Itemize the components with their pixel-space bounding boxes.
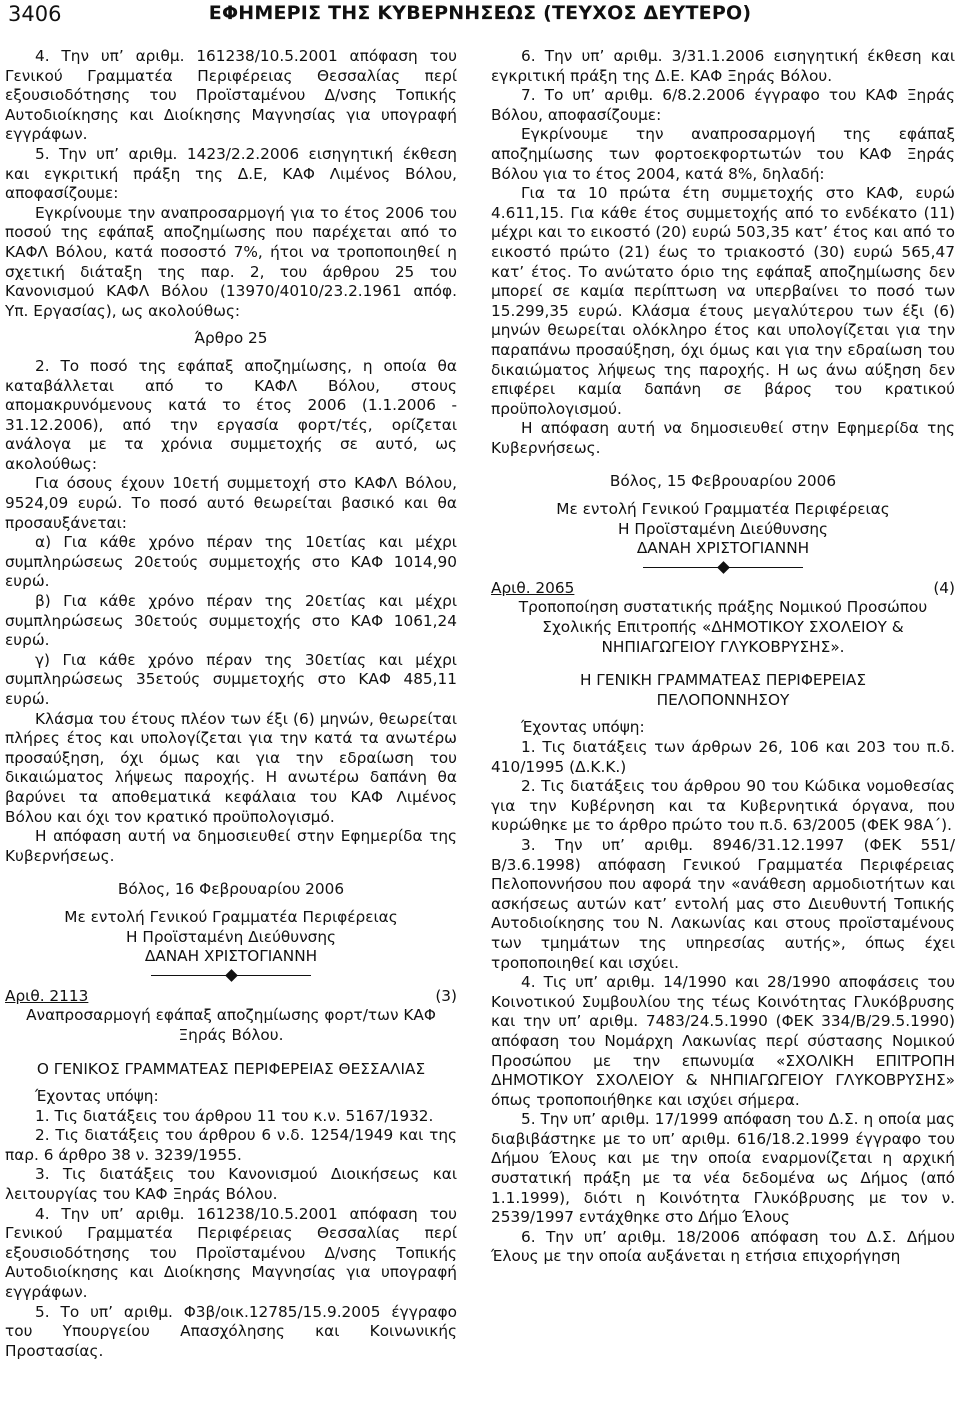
consideration-item: 3. Την υπ’ αριθμ. 8946/31.12.1997 (ΦΕΚ 551/Β/3.6.1998) απόφαση Γενικού Γραμματέα Περιφέρειας Πελοποννήσου που αφορά την «ανάθεση αρμοδιοτήτων και ασκήσεως αυτών κατ’ εντολή μας στο Διευθυντή Τοπικής Αυτοδιοίκησης του Ν. Λακωνίας και στους προϊσταμένους των τμημάτων της υπηρεσίας αυτής», όπως έχει τροποποιηθεί και ισχύει. [491,835,955,972]
page-header [8,0,952,40]
decision-number: Αριθ. 2113 [5,986,89,1005]
consideration-item: 1. Τις διατάξεις του άρθρου 11 του κ.ν. 5167/1932. [35,1106,434,1125]
decision-number-row [5,987,457,1007]
paragraph: 2. Το ποσό της εφάπαξ αποζημίωσης, η οποία θα καταβάλλεται από το ΚΑΦΛ Βόλου, στους απομακρυνόμενους κατά το έτος 2006 (1.1.2006 - 31.12.2006), από την εργασία φορτ/τές, ορίζεται ανάλογα με τα χρόνια συμμετοχής σε αυτό, ως ακολούθως: [5,356,457,473]
paragraph: Για τα 10 πρώτα έτη συμμετοχής στο ΚΑΦ, ευρώ 4.611,15. Για κάθε έτος συμμετοχής από το ενδέκατο (11) μέχρι και το εικοστό (20) ευρώ 503,35 κατ’ έτος και από το εικοστό πρώτο (21) έως το τριακοστό (30) ευρώ 565,47 κατ’ έτος. Το ανώτατο όριο της εφάπαξ αποζημίωσης δεν μπορεί σε καμία περίπτωση να υπερβαίνει το ποσό των 15.299,35 ευρώ. Κλάσμα έτους μεγαλύτερου των έξι (6) μηνών θεωρείται ολόκληρο έτος και υπολογίζεται για την παραπάνω προσαύξηση, όχι όμως και για την εδραίωση του δικαιώματος λήψεως της παροχής. Η ως άνω αύξηση δεν επιφέρει καμία δαπάνη σε βάρος του κρατικού προϋπολογισμού. [491,184,955,418]
signature-date: Βόλος, 15 Φεβρουαρίου 2006 [609,472,837,491]
right-column [491,47,955,1267]
paragraph: Η απόφαση αυτή να δημοσιευθεί στην Εφημερίδα της Κυβερνήσεως. [491,419,955,457]
signature-order: Με εντολή Γενικού Γραμματέα Περιφέρειας [64,907,398,926]
decision-title: Αναπροσαρμογή εφάπαξ αποζημίωσης φορτ/των ΚΑΦ Ξηράς Βόλου. [26,1006,436,1044]
article-heading: Άρθρο 25 [194,329,268,348]
decision-index: (4) [933,578,955,597]
left-column [5,47,457,1361]
signature-order: Με εντολή Γενικού Γραμματέα Περιφέρειας [556,500,890,519]
decision-title: Τροποποίηση συστατικής πράξης Νομικού Προσώπου Σχολικής Επιτροπής «ΔΗΜΟΤΙΚΟΥ ΣΧΟΛΕΙΟΥ & ΝΗΠΙΑΓΩΓΕΙΟΥ ΓΛΥΚΟΒΡΥΣΗΣ». [518,598,928,656]
paragraph: Για όσους έχουν 10ετή συμμετοχή στο ΚΑΦΛ Βόλου, 9524,09 ευρώ. Το ποσό αυτό θεωρείται βασικό και θα προσαυξάνεται: [5,474,457,532]
issuing-authority: Η ΓΕΝΙΚΗ ΓΡΑΜΜΑΤΕΑΣ ΠΕΡΙΦΕΡΕΙΑΣ [579,671,867,690]
consideration-item: 2. Τις διατάξεις του άρθρου 90 του Κώδικα νομοθεσίας για την Κυβέρνηση και τα Κυβερνητικά όργανα, που κυρώθηκε με το άρθρο πρώτο του π.δ. 63/2005 (ΦΕΚ 98Α΄). [491,777,955,835]
signature-role: Η Προϊσταμένη Διεύθυνσης [125,927,337,946]
section-separator [491,563,955,573]
consideration-item: 1. Τις διατάξεις των άρθρων 26, 106 και 203 του π.δ. 410/1995 (Δ.Κ.Κ.) [491,738,955,776]
decision-number: Αριθ. 2065 [491,578,575,597]
decision-number-row [491,579,955,599]
consideration-item: 4. Την υπ’ αριθμ. 161238/10.5.2001 απόφαση του Γενικού Γραμματέα Περιφέρειας Θεσσαλίας περί εξουσιοδότησης του Προϊσταμένου Δ/νσης Τοπικής Αυτοδιοίκησης και Διοίκησης Μαγνησίας για υπογραφή εγγράφων. [5,1204,457,1302]
consideration-item: 4. Τις υπ’ αριθμ. 14/1990 και 28/1990 αποφάσεις του Κοινοτικού Συμβουλίου της τέως Κοινότητας Γλυκόβρυσης και την υπ’ αριθμ. 7483/24.5.1990 (ΦΕΚ 334/Β/29.5.1990) απόφαση του Νομάρχη Λακωνίας περί σύστασης Νομικού Προσώπου με την επωνυμία «ΣΧΟΛΙΚΗ ΕΠΙΤΡΟΠΗ ΔΗΜΟΤΙΚΟΥ ΣΧΟΛΕΙΟΥ & ΝΗΠΙΑΓΩΓΕΙΟΥ ΓΛΥΚΟΒΡΥΣΗΣ» όπως τροποποιήθηκε και ισχύει σήμερα. [491,973,955,1109]
paragraph: Εγκρίνουμε την αναπροσαρμογή της εφάπαξ αποζημίωσης των φορτοεκφορτωτών του ΚΑΦ Ξηράς Βόλου για το έτος 2004, κατά 8%, δηλαδή: [491,125,955,183]
consideration-item: 3. Τις διατάξεις του Κανονισμού Διοικήσεως και λειτουργίας του ΚΑΦ Ξηράς Βόλου. [5,1165,457,1204]
section-separator [5,971,457,981]
page-number: 3406 [8,2,62,26]
signer-name: ΔΑΝΑΗ ΧΡΙΣΤΟΓΙΑΝΝΗ [636,539,810,558]
decision-index: (3) [435,986,457,1005]
paragraph: 5. Την υπ’ αριθμ. 1423/2.2.2006 εισηγητική έκθεση και εγκριτική πράξη της Δ.Ε, ΚΑΦ Λιμένος Βόλου, αποφασίζουμε: [5,144,457,203]
paragraph: Η απόφαση αυτή να δημοσιευθεί στην Εφημερίδα της Κυβερνήσεως. [5,827,457,865]
paragraph: α) Για κάθε χρόνο πέραν της 10ετίας και μέχρι συμπληρώσεως 20ετούς συμμετοχής στο ΚΑΦ 1014,90 ευρώ. [5,533,457,591]
paragraph: β) Για κάθε χρόνο πέραν της 20ετίας και μέχρι συμπληρώσεως 30ετούς συμμετοχής στο ΚΑΦ 1061,24 ευρώ. [5,592,457,650]
considerations-heading: Έχοντας υπόψη: [521,718,645,737]
paragraph: 4. Την υπ’ αριθμ. 161238/10.5.2001 απόφαση του Γενικού Γραμματέα Περιφέρειας Θεσσαλίας περί εξουσιοδότησης του Προϊσταμένου Δ/νσης Τοπικής Αυτοδιοίκησης και Διοίκησης Μαγνησίας για υπογραφή εγγράφων. [5,47,457,144]
gazette-title: ΕΦΗΜΕΡΙΣ ΤΗΣ ΚΥΒΕΡΝΗΣΕΩΣ (ΤΕΥΧΟΣ ΔΕΥΤΕΡΟ) [208,2,752,24]
consideration-item: 6. Την υπ’ αριθμ. 3/31.1.2006 εισηγητική έκθεση και εγκριτική πράξη της Δ.Ε. ΚΑΦ Ξηράς Βόλου. [491,47,955,85]
signature-date: Βόλος, 16 Φεβρουαρίου 2006 [117,880,345,899]
paragraph: Εγκρίνουμε την αναπροσαρμογή για το έτος 2006 του ποσού της εφάπαξ αποζημίωσης που παρέχεται από το ΚΑΦΛ Βόλου, κατά ποσοστό 7%, ήτοι να τροποποιηθεί η σχετική διάταξη της παρ. 2, του άρθρου 25 του Κανονισμού ΚΑΦΛ Βόλου (13970/4010/23.2.1961 απόφ. Υπ. Εργασίας), ως ακολούθως: [5,203,457,320]
consideration-item: 5. Το υπ’ αριθμ. Φ3β/οικ.12785/15.9.2005 έγγραφο του Υπουργείου Απασχόλησης και Κοινωνικής Προστασίας. [5,1302,457,1360]
consideration-item: 2. Τις διατάξεις του άρθρου 6 ν.δ. 1254/1949 και της παρ. 6 άρθρο 38 ν. 3239/1955. [5,1126,457,1164]
consideration-item: 7. Το υπ’ αριθμ. 6/8.2.2006 έγγραφο του ΚΑΦ Ξηράς Βόλου, αποφασίζουμε: [491,86,955,124]
signer-name: ΔΑΝΑΗ ΧΡΙΣΤΟΓΙΑΝΝΗ [144,947,318,966]
paragraph: Κλάσμα του έτους πλέον των έξι (6) μηνών, θεωρείται πλήρες έτος και υπολογίζεται για την κατά τα ανωτέρω προσαύξηση, όχι όμως και για την εδραίωση του δικαιώματος λήψεως παροχής. Η ανωτέρω δαπάνη θα βαρύνει τα αποθεματικά κεφάλαια του ΚΑΦ Λιμένος Βόλου και όχι τον κρατικό προϋπολογισμό. [5,709,457,826]
consideration-item: 5. Την υπ’ αριθμ. 17/1999 απόφαση του Δ.Σ. η οποία μας διαβιβάστηκε με το υπ’ αριθμ. 616/18.2.1999 έγγραφο του Δήμου Έλους και με την οποία εναρμονίζεται η αρχική συστατική πράξη με τα νέα δεδομένα ως Δήμος (από 1.1.1999), διότι η Κοινότητα Γλυκόβρυσης με τον ν. 2539/1997 εντάχθηκε στο Δήμο Έλους [491,1110,955,1227]
signature-role: Η Προϊσταμένη Διεύθυνσης [617,519,829,538]
issuing-authority: Ο ΓΕΝΙΚΟΣ ΓΡΑΜΜΑΤΕΑΣ ΠΕΡΙΦΕΡΕΙΑΣ ΘΕΣΣΑΛΙΑΣ [36,1059,426,1078]
paragraph: γ) Για κάθε χρόνο πέραν της 30ετίας και μέχρι συμπληρώσεως 35ετούς συμμετοχής στο ΚΑΦ 485,11 ευρώ. [5,650,457,708]
issuing-authority-region: ΠΕΛΟΠΟΝΝΗΣΟΥ [656,690,790,709]
consideration-item: 6. Την υπ’ αριθμ. 18/2006 απόφαση του Δ.Σ. Δήμου Έλους με την οποία αυξάνεται η ετήσια επιχορήγηση [491,1227,955,1266]
considerations-heading: Έχοντας υπόψη: [35,1087,159,1106]
